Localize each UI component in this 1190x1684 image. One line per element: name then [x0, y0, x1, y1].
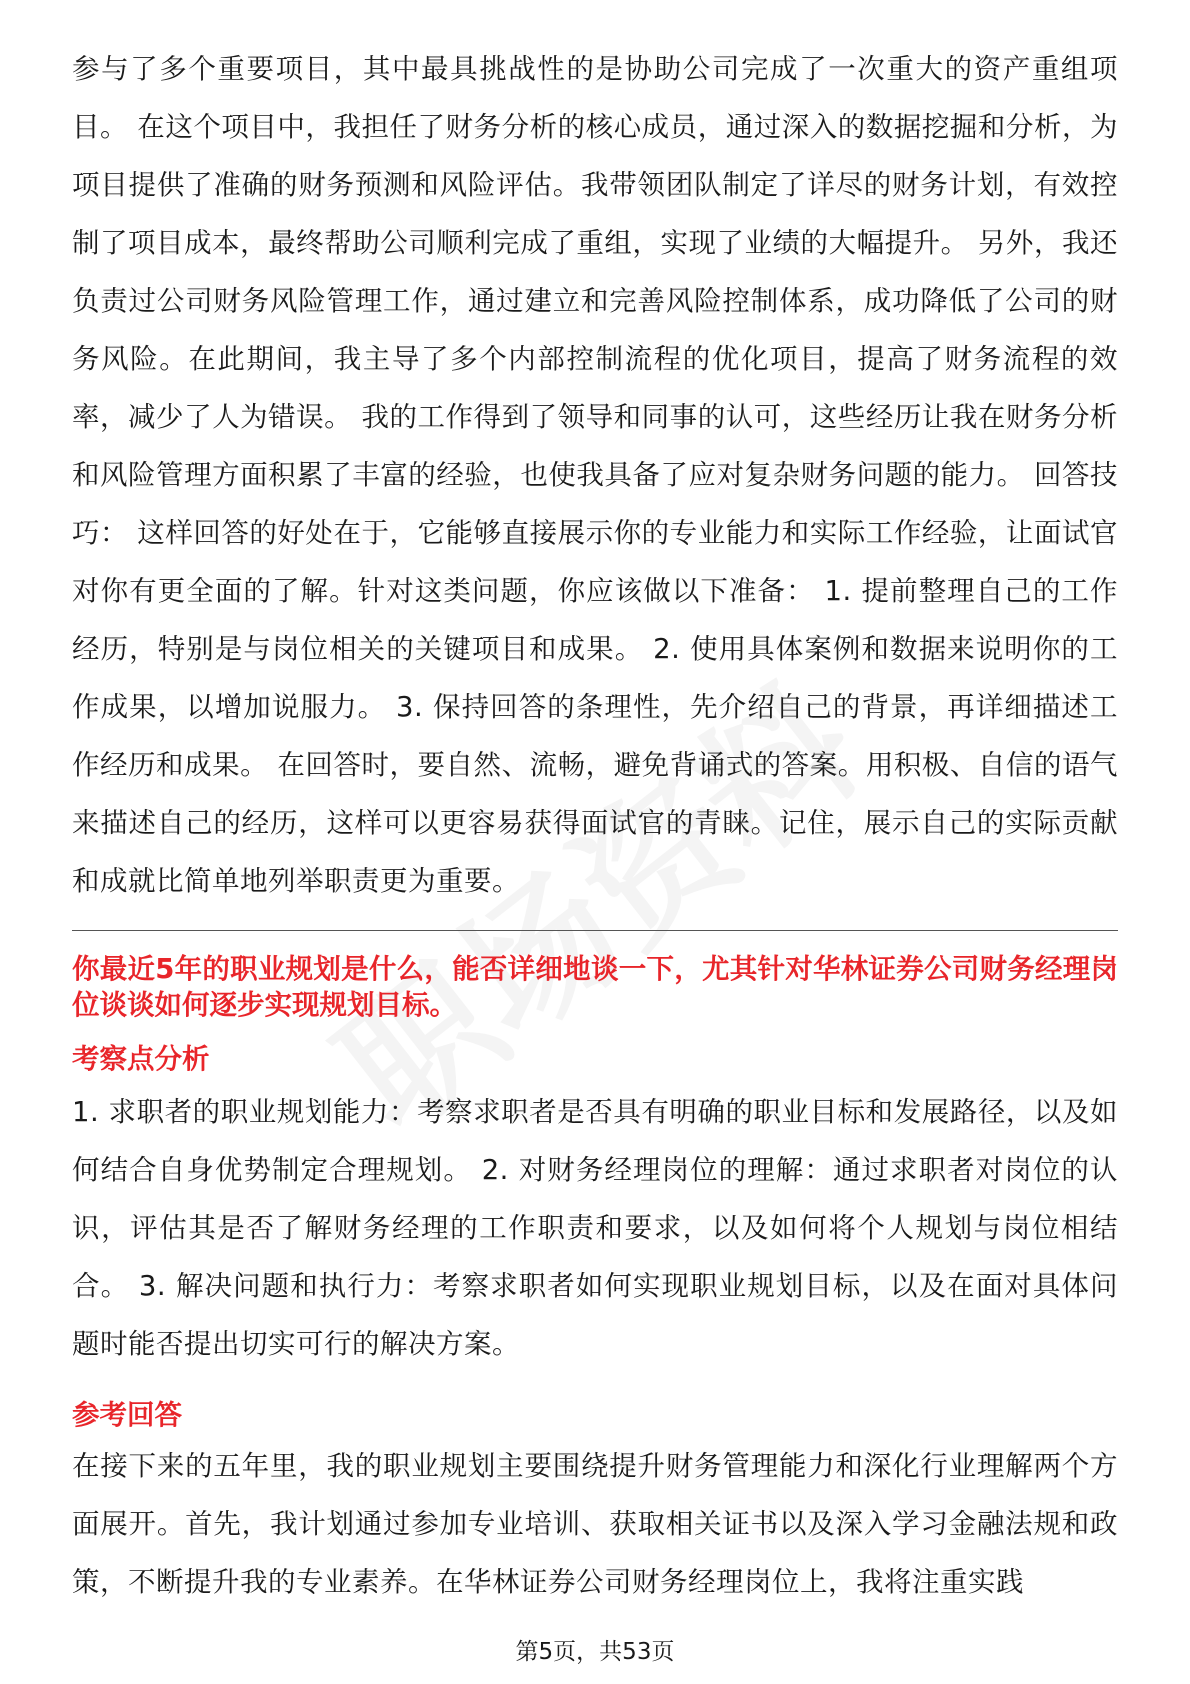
document-body [72, 40, 1118, 1611]
section-divider [72, 930, 1118, 931]
intro-paragraph: 参与了多个重要项目，其中最具挑战性的是协助公司完成了一次重大的资产重组项目。 在这个项目中，我担任了财务分析的核心成员，通过深入的数据挖掘和分析，为项目提供了准确的财务预测和风险评估。我带领团队制定了详尽的财务计划，有效控制了项目成本，最终帮助公司顺利完成了重组，实现了业绩的大幅提升。 另外，我还负责过公司财务风险管理工作，通过建立和完善风险控制体系，成功降低了公司的财务风险。在此期间，我主导了多个内部控制流程的优化项目，提高了财务流程的效率，减少了人为错误。 我的工作得到了领导和同事的认可，这些经历让我在财务分析和风险管理方面积累了丰富的经验，也使我具备了应对复杂财务问题的能力。 回答技巧： 这样回答的好处在于，它能够直接展示你的专业能力和实际工作经验，让面试官对你有更全面的了解。针对这类问题，你应该做以下准备： 1. 提前整理自己的工作经历，特别是与岗位相关的关键项目和成果。 2. 使用具体案例和数据来说明你的工作成果，以增加说服力。 3. 保持回答的条理性，先介绍自己的背景，再详细描述工作经历和成果。 在回答时，要自然、流畅，避免背诵式的答案。用积极、自信的语气来描述自己的经历，这样可以更容易获得面试官的青睐。记住，展示自己的实际贡献和成就比简单地列举职责更为重要。 [72, 53, 1118, 897]
answer-paragraph: 在接下来的五年里，我的职业规划主要围绕提升财务管理能力和深化行业理解两个方面展开。首先，我计划通过参加专业培训、获取相关证书以及深入学习金融法规和政策，不断提升我的专业素养。在华林证券公司财务经理岗位上，我将注重实践 [72, 1450, 1118, 1598]
analysis-paragraph: 1. 求职者的职业规划能力：考察求职者是否具有明确的职业目标和发展路径，以及如何结合自身优势制定合理规划。 2. 对财务经理岗位的理解：通过求职者对岗位的认识，评估其是否了解财务经理的工作职责和要求，以及如何将个人规划与岗位相结合。 3. 解决问题和执行力：考察求职者如何实现职业规划目标，以及在面对具体问题时能否提出切实可行的解决方案。 [72, 1096, 1118, 1360]
page-number: 第5页，共53页 [515, 1639, 675, 1665]
interview-question: 你最近5年的职业规划是什么，能否详细地谈一下，尤其针对华林证券公司财务经理岗位谈谈如何逐步实现规划目标。 [72, 953, 1118, 1021]
analysis-heading: 考察点分析 [72, 1043, 210, 1075]
answer-heading: 参考回答 [72, 1399, 182, 1431]
